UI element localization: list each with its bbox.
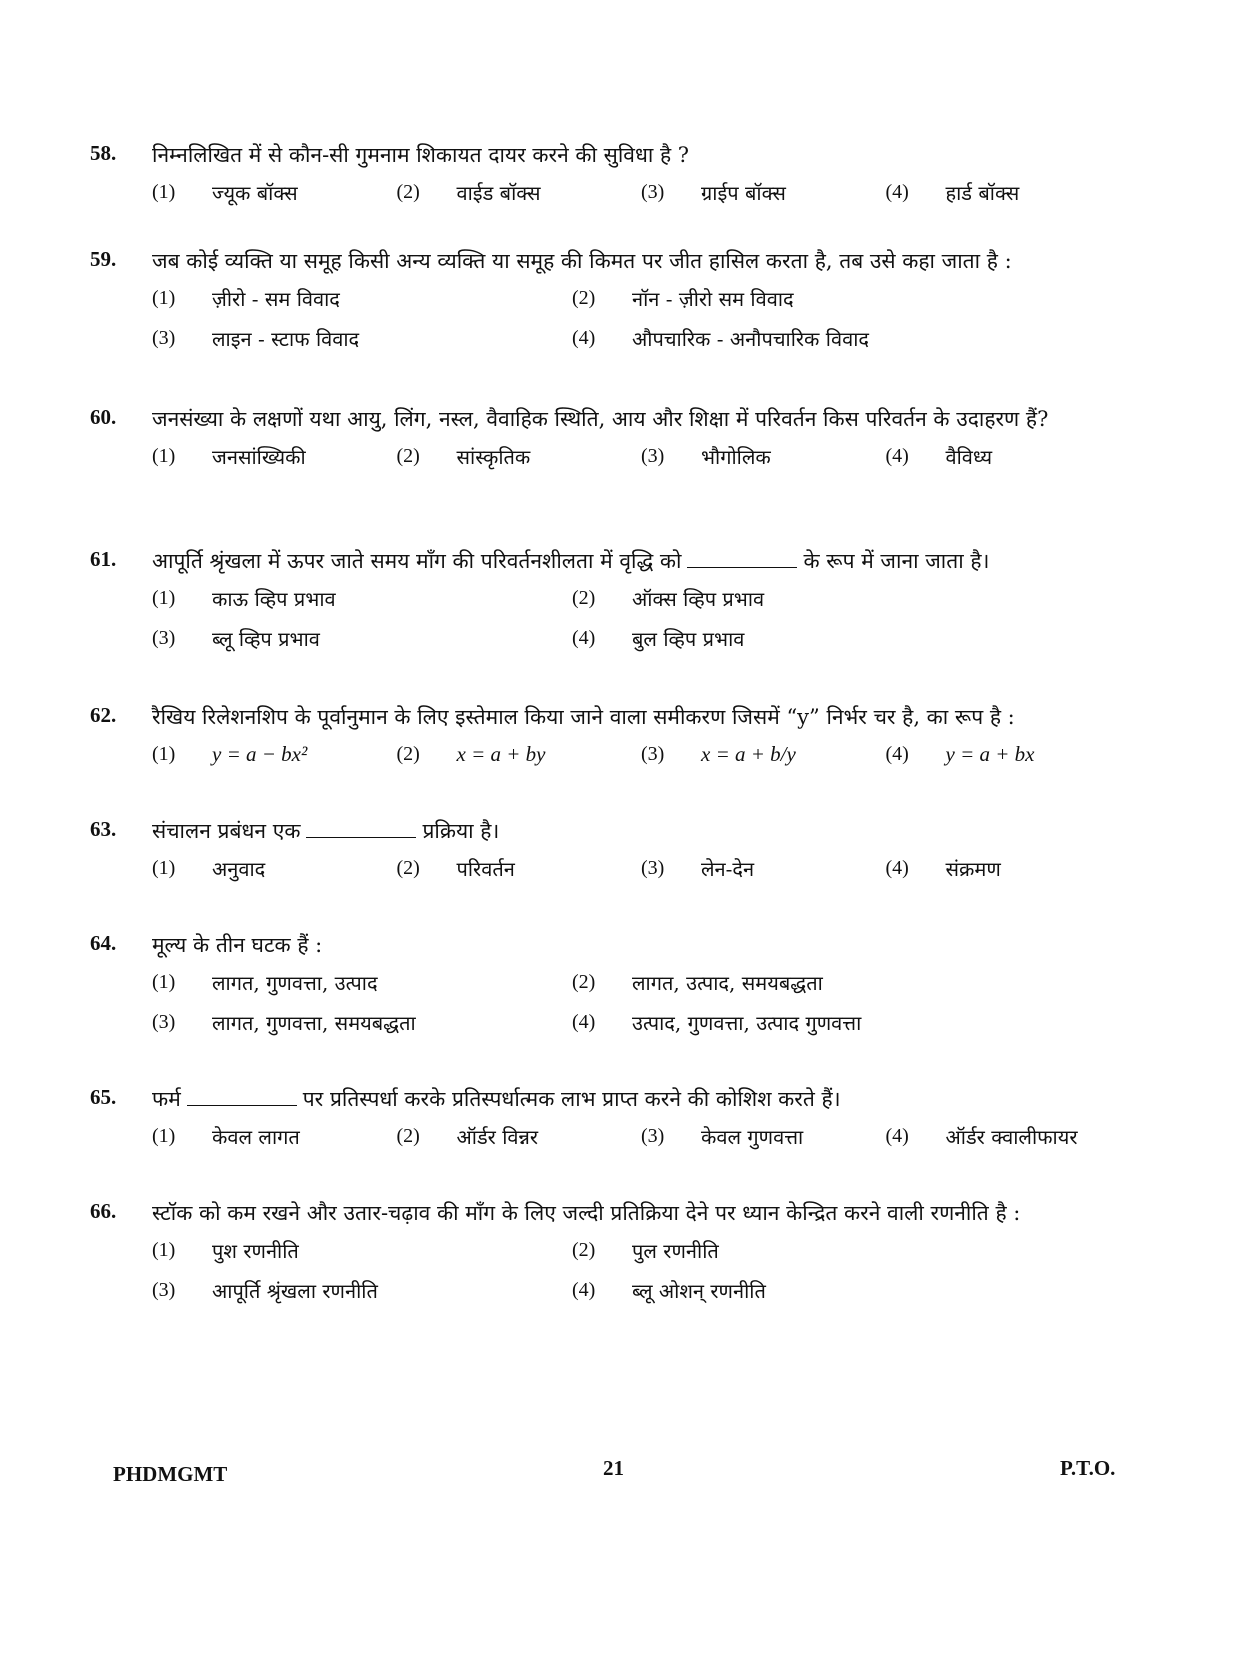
option-text: ऑर्डर क्वालीफायर bbox=[945, 1124, 1078, 1149]
option-text: लाइन - स्टाफ विवाद bbox=[212, 326, 360, 351]
question-text-before: आपूर्ति श्रृंखला में ऊपर जाते समय माँग की परिवर्तनशीलता में वृद्धि को bbox=[152, 549, 682, 573]
question-text bbox=[152, 544, 1130, 578]
question-61 bbox=[90, 544, 1130, 658]
option-text: सांस्कृतिक bbox=[456, 444, 531, 469]
option-2 bbox=[397, 1123, 642, 1150]
option-3 bbox=[152, 325, 572, 352]
option-text: ज़ीरो - सम विवाद bbox=[212, 286, 340, 311]
option-text: पुश रणनीति bbox=[212, 1238, 299, 1263]
question-text bbox=[152, 814, 1130, 848]
option-text: लागत, गुणवत्ता, उत्पाद bbox=[212, 970, 378, 995]
option-text: वैविध्य bbox=[945, 444, 993, 469]
option-2 bbox=[572, 585, 992, 612]
question-66 bbox=[90, 1196, 1130, 1310]
option-number: (3) bbox=[641, 856, 665, 879]
option-text: ब्लू ओशन् रणनीति bbox=[632, 1278, 766, 1303]
option-text: हार्ड बॉक्स bbox=[945, 180, 1020, 205]
option-1 bbox=[152, 855, 397, 882]
option-number: (1) bbox=[152, 1238, 176, 1261]
option-2 bbox=[572, 285, 992, 312]
option-3 bbox=[152, 1009, 572, 1036]
question-text-after: प्रक्रिया है। bbox=[422, 819, 500, 843]
option-number: (4) bbox=[572, 326, 596, 349]
question-number: 65. bbox=[90, 1085, 117, 1109]
option-2 bbox=[397, 742, 642, 767]
question-text-after: के रूप में जाना जाता है। bbox=[803, 549, 990, 573]
option-text: ग्राईप बॉक्स bbox=[701, 180, 786, 205]
option-number: (1) bbox=[152, 180, 176, 203]
option-text: अनुवाद bbox=[212, 856, 266, 881]
option-number: (3) bbox=[641, 180, 665, 203]
option-number: (4) bbox=[572, 1010, 596, 1033]
option-number: (3) bbox=[152, 1010, 176, 1033]
option-text: ब्लू व्हिप प्रभाव bbox=[212, 626, 320, 651]
option-equation: x = a + b/y bbox=[701, 741, 796, 766]
question-number: 59. bbox=[90, 247, 117, 271]
option-3 bbox=[152, 1277, 572, 1304]
question-number: 63. bbox=[90, 817, 117, 841]
option-text: लेन-देन bbox=[701, 856, 755, 881]
option-1 bbox=[152, 1123, 397, 1150]
option-text: परिवर्तन bbox=[456, 856, 515, 881]
option-number: (3) bbox=[152, 1278, 176, 1301]
option-number: (4) bbox=[885, 1124, 909, 1147]
option-1 bbox=[152, 443, 397, 470]
question-number: 61. bbox=[90, 547, 117, 571]
option-4 bbox=[886, 855, 1131, 882]
question-number: 64. bbox=[90, 931, 117, 955]
option-number: (2) bbox=[396, 742, 420, 765]
option-4 bbox=[572, 1277, 992, 1304]
question-60 bbox=[90, 402, 1130, 476]
option-2 bbox=[572, 969, 992, 996]
option-number: (2) bbox=[572, 1238, 596, 1261]
question-number: 58. bbox=[90, 141, 117, 165]
option-3 bbox=[641, 855, 886, 882]
option-4 bbox=[886, 742, 1131, 767]
option-number: (2) bbox=[572, 970, 596, 993]
option-text: आपूर्ति श्रृंखला रणनीति bbox=[212, 1278, 378, 1303]
option-1 bbox=[152, 742, 397, 767]
option-4 bbox=[572, 1009, 992, 1036]
option-number: (4) bbox=[885, 742, 909, 765]
question-text: निम्नलिखित में से कौन-सी गुमनाम शिकायत दायर करने की सुविधा है ? bbox=[152, 143, 690, 167]
option-number: (1) bbox=[152, 1124, 176, 1147]
paper-code: PHDMGMT bbox=[113, 1462, 228, 1486]
option-text: ऑक्स व्हिप प्रभाव bbox=[632, 586, 765, 611]
option-number: (2) bbox=[572, 586, 596, 609]
option-3 bbox=[641, 443, 886, 470]
option-3 bbox=[641, 179, 886, 206]
option-text: भौगोलिक bbox=[701, 444, 771, 469]
option-2 bbox=[397, 855, 642, 882]
option-equation: y = a − bx² bbox=[212, 741, 308, 766]
option-4 bbox=[886, 1123, 1131, 1150]
option-1 bbox=[152, 179, 397, 206]
question-text: जब कोई व्यक्ति या समूह किसी अन्य व्यक्ति या समूह की किमत पर जीत हासिल करता है, तब उसे कहा जाता है : bbox=[152, 249, 1012, 273]
question-text-after: पर प्रतिस्पर्धा करके प्रतिस्पर्धात्मक लाभ प्राप्त करने की कोशिश करते हैं। bbox=[302, 1087, 841, 1111]
option-number: (1) bbox=[152, 444, 176, 467]
option-4 bbox=[572, 625, 992, 652]
fill-in-blank bbox=[306, 819, 416, 838]
option-text: केवल लागत bbox=[212, 1124, 300, 1149]
option-number: (4) bbox=[572, 626, 596, 649]
option-1 bbox=[152, 285, 572, 312]
question-number: 62. bbox=[90, 703, 117, 727]
option-text: औपचारिक - अनौपचारिक विवाद bbox=[632, 326, 869, 351]
option-1 bbox=[152, 969, 572, 996]
page-number: 21 bbox=[603, 1456, 624, 1480]
question-text-before: संचालन प्रबंधन एक bbox=[152, 819, 301, 843]
question-number: 66. bbox=[90, 1199, 117, 1223]
option-number: (2) bbox=[396, 180, 420, 203]
option-text: संक्रमण bbox=[945, 856, 1001, 881]
option-number: (1) bbox=[152, 970, 176, 993]
question-text: रैखिय रिलेशनशिप के पूर्वानुमान के लिए इस्तेमाल किया जाने वाला समीकरण जिसमें “y” निर्भर चर है, का रूप है : bbox=[152, 705, 1015, 729]
question-58 bbox=[90, 138, 1130, 212]
page-footer bbox=[0, 1456, 1240, 1502]
question-text: मूल्य के तीन घटक हैं : bbox=[152, 933, 323, 957]
question-59 bbox=[90, 244, 1130, 358]
option-text: उत्पाद, गुणवत्ता, उत्पाद गुणवत्ता bbox=[632, 1010, 862, 1035]
option-number: (3) bbox=[641, 742, 665, 765]
question-62 bbox=[90, 700, 1130, 774]
option-number: (1) bbox=[152, 856, 176, 879]
question-number: 60. bbox=[90, 405, 117, 429]
fill-in-blank bbox=[187, 1087, 297, 1106]
option-text: वाईड बॉक्स bbox=[456, 180, 541, 205]
option-4 bbox=[886, 179, 1131, 206]
option-number: (2) bbox=[396, 856, 420, 879]
option-3 bbox=[641, 1123, 886, 1150]
option-number: (1) bbox=[152, 742, 176, 765]
pto-label: P.T.O. bbox=[1060, 1456, 1116, 1480]
option-2 bbox=[397, 443, 642, 470]
option-text: काऊ व्हिप प्रभाव bbox=[212, 586, 336, 611]
option-2 bbox=[572, 1237, 992, 1264]
option-number: (4) bbox=[572, 1278, 596, 1301]
option-text: ऑर्डर विन्नर bbox=[456, 1124, 539, 1149]
option-number: (4) bbox=[885, 856, 909, 879]
option-2 bbox=[397, 179, 642, 206]
option-1 bbox=[152, 585, 572, 612]
option-number: (3) bbox=[152, 626, 176, 649]
option-text: पुल रणनीति bbox=[632, 1238, 719, 1263]
option-1 bbox=[152, 1237, 572, 1264]
question-text-before: फर्म bbox=[152, 1087, 181, 1111]
option-number: (3) bbox=[641, 444, 665, 467]
option-equation: x = a + by bbox=[456, 741, 546, 766]
option-3 bbox=[152, 625, 572, 652]
option-equation: y = a + bx bbox=[945, 741, 1035, 766]
option-text: लागत, गुणवत्ता, समयबद्धता bbox=[212, 1010, 416, 1035]
option-text: जनसांख्यिकी bbox=[212, 444, 306, 469]
option-number: (2) bbox=[396, 1124, 420, 1147]
option-number: (4) bbox=[885, 180, 909, 203]
question-65 bbox=[90, 1082, 1130, 1156]
question-63 bbox=[90, 814, 1130, 888]
option-number: (2) bbox=[396, 444, 420, 467]
question-text: स्टॉक को कम रखने और उतार-चढ़ाव की माँग के लिए जल्दी प्रतिक्रिया देने पर ध्यान केन्द्रित करने वाली रणनीति है : bbox=[152, 1201, 1021, 1225]
option-text: बुल व्हिप प्रभाव bbox=[632, 626, 745, 651]
option-number: (1) bbox=[152, 586, 176, 609]
option-number: (1) bbox=[152, 286, 176, 309]
fill-in-blank bbox=[687, 549, 797, 568]
option-4 bbox=[886, 443, 1131, 470]
option-number: (3) bbox=[641, 1124, 665, 1147]
option-text: नॉन - ज़ीरो सम विवाद bbox=[632, 286, 794, 311]
option-number: (4) bbox=[885, 444, 909, 467]
option-number: (3) bbox=[152, 326, 176, 349]
question-text: जनसंख्या के लक्षणों यथा आयु, लिंग, नस्ल, वैवाहिक स्थिति, आय और शिक्षा में परिवर्तन किस परिवर्तन के उदाहरण हैं? bbox=[152, 407, 1049, 431]
option-text: लागत, उत्पाद, समयबद्धता bbox=[632, 970, 823, 995]
option-3 bbox=[641, 742, 886, 767]
question-text bbox=[152, 1082, 1130, 1116]
option-text: ज्यूक बॉक्स bbox=[212, 180, 298, 205]
question-64 bbox=[90, 928, 1130, 1042]
option-text: केवल गुणवत्ता bbox=[701, 1124, 804, 1149]
option-4 bbox=[572, 325, 992, 352]
option-number: (2) bbox=[572, 286, 596, 309]
